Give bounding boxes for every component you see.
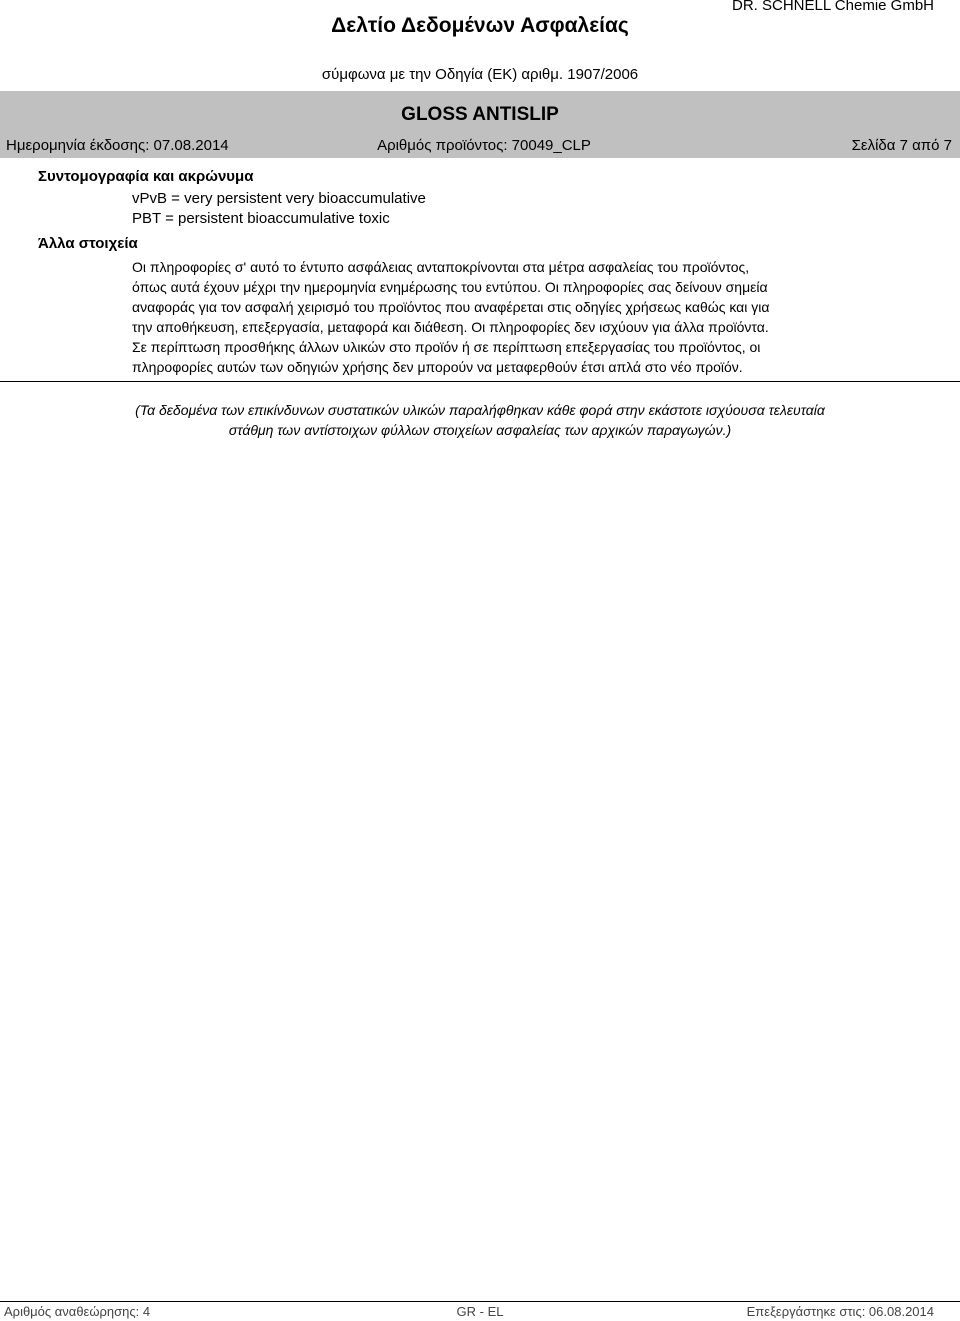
paragraph-line: αναφοράς για τον ασφαλή χειρισμό του προϊόντος που αναφέρεται στις οδηγίες χρήσεως καθώς και για (132, 299, 770, 315)
product-number: Αριθμός προϊόντος: 70049_CLP (377, 137, 591, 154)
company-name: DR. SCHNELL Chemie GmbH (732, 0, 934, 14)
abbreviation-item: PBT = persistent bioaccumulative toxic (132, 210, 390, 227)
paragraph-line: Σε περίπτωση προσθήκης άλλων υλικών στο προϊόν ή σε περίπτωση επεξεργασίας του προϊόντος, οι (132, 339, 761, 355)
language-code: GR - EL (456, 1304, 504, 1319)
issue-date: Ημερομηνία έκδοσης: 07.08.2014 (6, 137, 229, 154)
paragraph-line: την αποθήκευση, επεξεργασία, μεταφορά και διάθεση. Οι πληροφορίες δεν ισχύουν για άλλα προϊόντα. (132, 319, 769, 335)
abbreviations-heading: Συντομογραφία και ακρώνυμα (38, 168, 254, 185)
revision-number: Αριθμός αναθεώρησης: 4 (4, 1304, 151, 1319)
disclaimer-note (40, 400, 920, 440)
document-title: Δελτίο Δεδομένων Ασφαλείας (331, 14, 629, 37)
paragraph-line: πληροφορίες αυτών των οδηγιών χρήσης δεν μπορούν να μεταφερθούν έτσι απλά στο νέο προϊόν. (132, 359, 743, 375)
paragraph-line: Οι πληροφορίες σ' αυτό το έντυπο ασφάλειας ανταποκρίνονται στα μέτρα ασφαλείας του προϊόντος, (132, 259, 750, 275)
page-number: Σελίδα 7 από 7 (851, 137, 952, 154)
note-line: στάθμη των αντίστοιχων φύλλων στοιχείων ασφαλείας των αρχικών παραγωγών.) (228, 422, 732, 438)
other-info-paragraph (132, 257, 872, 377)
section-divider (0, 381, 960, 382)
regulation-reference: σύμφωνα με την Οδηγία (ΕΚ) αριθμ. 1907/2006 (321, 66, 639, 83)
processed-date: Επεξεργάστηκε στις: 06.08.2014 (746, 1304, 934, 1319)
paragraph-line: όπως αυτά έχουν μέχρι την ημερομηνία ενημέρωσης του εντύπου. Οι πληροφορίες σας δείνουν σημεία (132, 279, 768, 295)
note-line: (Τα δεδομένα των επικίνδυνων συστατικών υλικών παραλήφθηκαν κάθε φορά στην εκάστοτε ισχύουσα τελευταία (135, 402, 825, 418)
abbreviation-item: vPvB = very persistent very bioaccumulative (132, 190, 426, 207)
other-info-heading: Άλλα στοιχεία (38, 235, 138, 252)
footer-divider (0, 1301, 960, 1302)
product-name: GLOSS ANTISLIP (401, 104, 559, 125)
